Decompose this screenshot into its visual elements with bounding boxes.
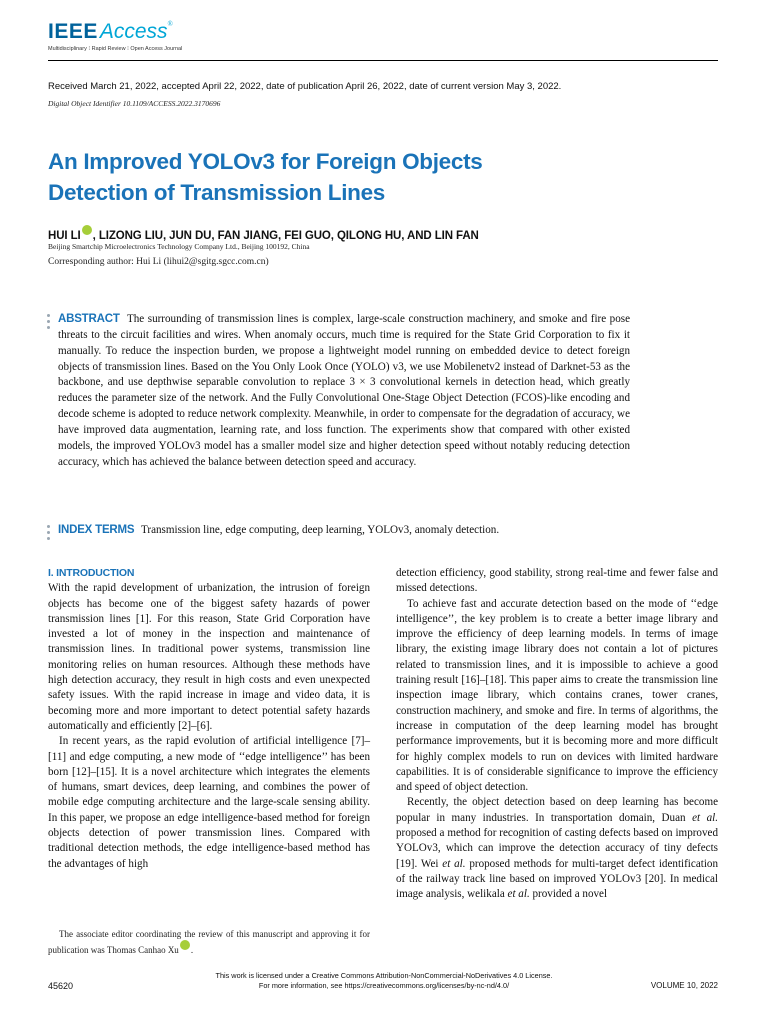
- volume-label: VOLUME 10, 2022: [650, 981, 718, 990]
- abstract-text: The surrounding of transmission lines is complex, large-scale construction machinery, and smoke and fire pose threats to the circuit facilities and wires. When anomaly occurs, much time is required for the State Grid Corporation to fix it manually. To reduce the inspection burden, we propose a lightweight model running on embedded device to detect foreign objects of transmission lines. Based on the You Only Look Once (YOLO) v3, we use Mobilenetv2 instead of Darknet-53 as the backbone, and use depthwise separable convolution to replace 3 × 3 convolutional kernels in detection head, which greatly reduces the parameter size of the network. And the Fully Convolutional One-Stage Object Detection (FCOS)-like encoding and decode scheme is adopted to reduce network complexity. Meanwhile, in order to compensate for the degradation of accuracy, we have improved data augmentation, learning rate, and loss function. The experiments show that compared with other existed models, the improved YOLOv3 model has a smaller model size and higher detection speed without notably reducing detection accuracy, which has achieved the balance between detection speed and accuracy.: [58, 313, 631, 468]
- orcid-icon[interactable]: [82, 225, 92, 235]
- logo-ieee: IEEE: [48, 20, 98, 43]
- intro-paragraph-4: To achieve fast and accurate detection based on the mode of ‘‘edge intelligence’’, the key problem is to create a better image library and improve the efficiency of deep learning models. In terms of image library, the existing image library does not contain a lot of pictures related to transmission lines, and it is impossible to achieve a good training result [16]–[18]. This paper aims to create the transmission line inspection image library, which contains cranes, tower cranes, construction machinery, and smoke and fire. In terms of algorithms, the increase in computation of the deep learning model has brought performance improvements, but it is becoming more and more difficult for highly complex models to run on devices with limited hardware capabilities. It is of considerable significance to improve the efficiency and speed of object detection.: [396, 597, 718, 794]
- abstract-marker-icon: [47, 314, 51, 332]
- intro-paragraph-3: detection efficiency, good stability, strong real-time and fewer false and missed detections.: [396, 567, 718, 595]
- license-notice: [120, 971, 648, 991]
- intro-paragraph-5: [396, 795, 718, 902]
- corresponding-author: Corresponding author: Hui Li (lihui2@sgitg.sgcc.com.cn): [48, 257, 269, 267]
- text-run: Recently, the object detection based on deep learning has become popular in many industries. In transportation domain, Duan: [396, 796, 718, 824]
- text-run: proposed a method for recognition of casting defects based on improved YOLOv3, which can improve the detection accuracy of tiny defects [19]. Wei: [396, 827, 718, 870]
- editor-footnote: [48, 927, 370, 957]
- left-column: [48, 566, 370, 872]
- orcid-icon[interactable]: [180, 940, 190, 950]
- page-number: 45620: [48, 981, 74, 991]
- footnote-text: The associate editor coordinating the review of this manuscript and approving it for publication was Thomas Canhao Xu: [48, 929, 370, 955]
- other-authors: , LIZONG LIU, JUN DU, FAN JIANG, FEI GUO, QILONG HU, AND LIN FAN: [92, 230, 479, 242]
- title-line-2: Detection of Transmission Lines: [48, 180, 386, 205]
- text-run: provided a novel: [529, 888, 608, 901]
- index-terms-text: Transmission line, edge computing, deep learning, YOLOv3, anomaly detection.: [140, 524, 500, 536]
- text-run: proposed methods for multi-target defect identification of the railway track line based on improved YOLOv3 [20]. In medical image analysis, welikala: [396, 857, 718, 901]
- logo-trademark: ®: [167, 20, 173, 28]
- logo-access: Access: [99, 20, 168, 43]
- index-terms: [58, 524, 499, 536]
- index-terms-heading: INDEX TERMS: [58, 524, 135, 536]
- publication-info: Received March 21, 2022, accepted April 22, 2022, date of publication April 26, 2022, date of current version May 3, 2022.: [48, 81, 562, 92]
- section-heading-introduction: I. INTRODUCTION: [48, 567, 135, 579]
- journal-logo: [48, 20, 268, 56]
- abstract-heading: ABSTRACT: [58, 313, 120, 325]
- affiliation: Beijing Smartchip Microelectronics Technology Company Ltd., Beijing 100192, China: [48, 242, 310, 251]
- author-list: [48, 228, 479, 242]
- index-terms-marker-icon: [47, 525, 51, 543]
- logo-tagline: Multidisciplinary ⁝ Rapid Review ⁝ Open Access Journal: [48, 46, 183, 52]
- italic-run: et al.: [442, 857, 466, 870]
- title-line-1: An Improved YOLOv3 for Foreign Objects: [48, 149, 483, 174]
- right-column: [396, 566, 718, 903]
- intro-paragraph-1: With the rapid development of urbanization, the intrusion of foreign objects has become one of the biggest safety hazards of power transmission lines [1]. For this reason, State Grid Corporation have invested a lot of money in the inspection and maintenance of transmission lines. In traditional power systems, transmission line monitoring relies on human resources. Although these methods have high detection accuracy, they result in high costs and even unexpected safety issues. With the rapid increase in image and video data, it is becoming more and more important to detect potential safety hazards automatically and efficiently [2]–[6].: [48, 582, 370, 732]
- first-author: HUI LI: [48, 230, 81, 242]
- paper-title: [48, 146, 608, 208]
- italic-run: et al.: [692, 811, 718, 824]
- license-line-2[interactable]: For more information, see https://creativecommons.org/licenses/by-nc-nd/4.0/: [258, 981, 510, 990]
- italic-run: et al.: [507, 888, 530, 901]
- header-divider: [48, 60, 718, 61]
- doi: Digital Object Identifier 10.1109/ACCESS.2022.3170696: [48, 99, 221, 108]
- license-line-1: This work is licensed under a Creative Commons Attribution-NonCommercial-NoDerivatives 4.0 License.: [215, 971, 553, 980]
- abstract: [58, 312, 630, 470]
- intro-paragraph-2: In recent years, as the rapid evolution of artificial intelligence [7]–[11] and edge computing, a new mode of ‘‘edge intelligence’’ has been born [12]–[15]. It is a novel architecture which integrates the elements of humans, smart devices, deep learning, and combines the power of mobile edge computing architecture and the large-scale sensing ability. In this paper, we propose an edge intelligence-based method for foreign objects detection of power transmission lines. Compared with traditional detection methods, the edge intelligence-based method has the advantages of high: [48, 735, 370, 870]
- footnote-end: .: [190, 944, 194, 955]
